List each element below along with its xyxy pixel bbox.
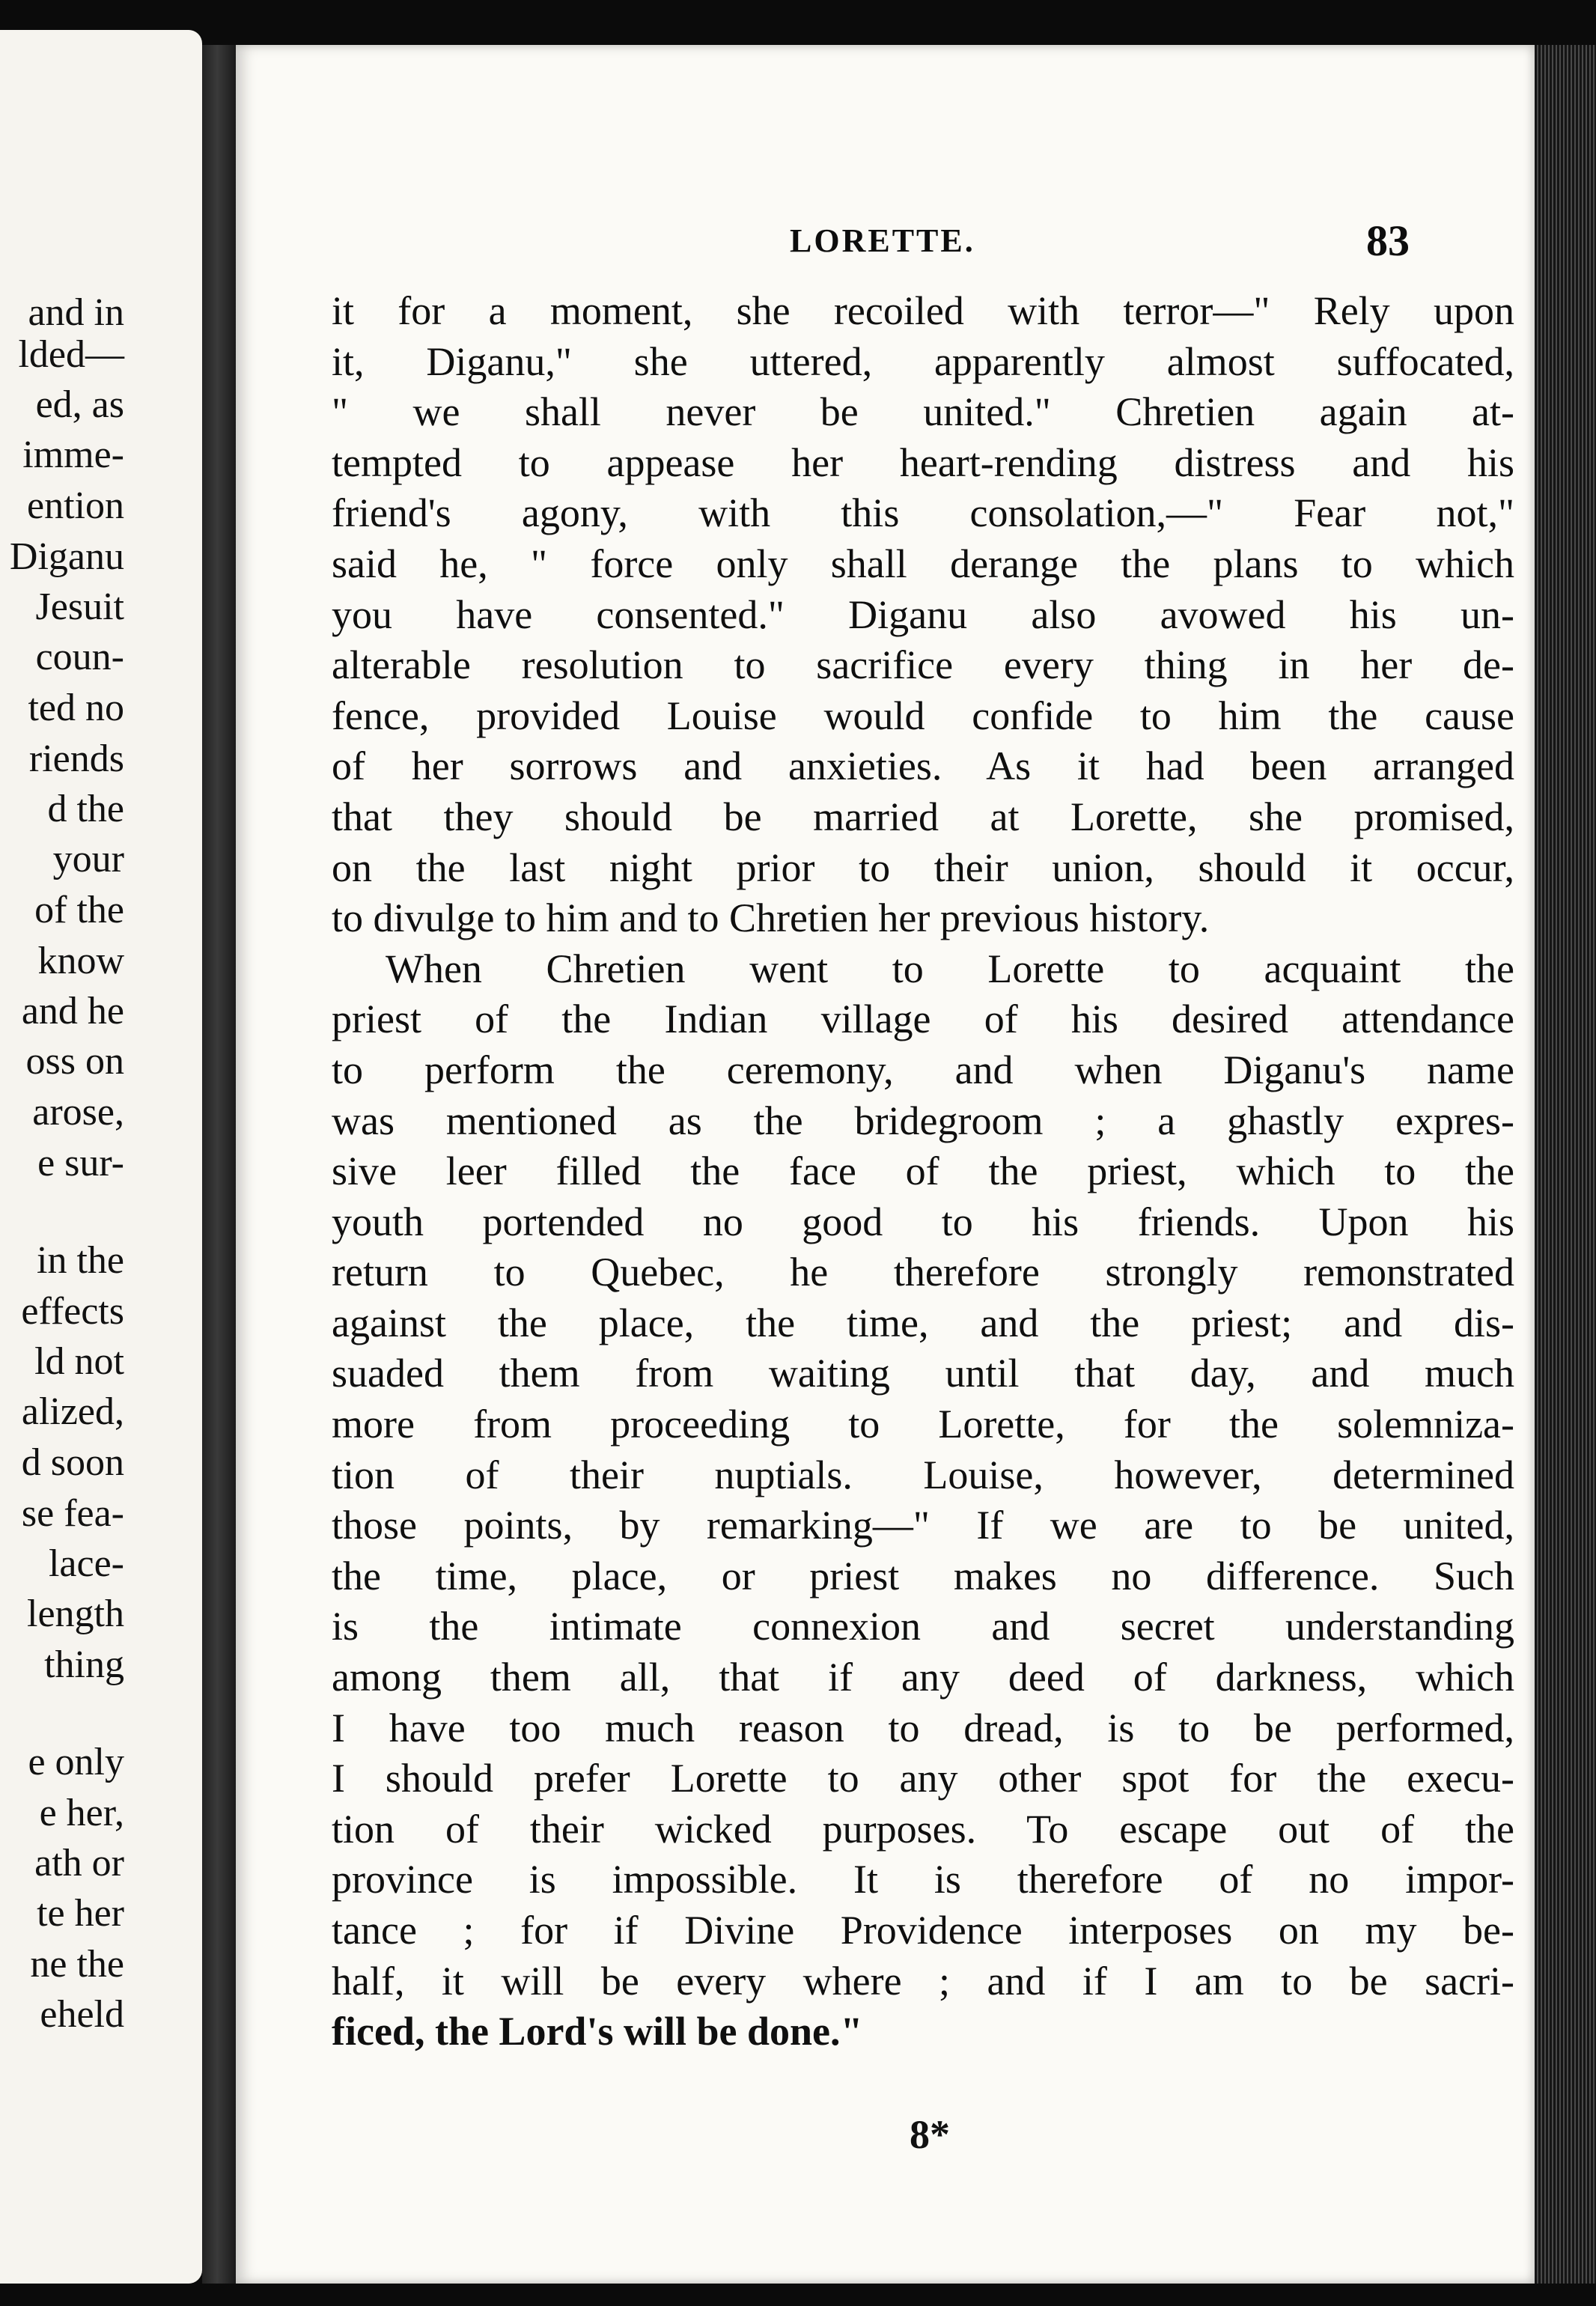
left-page-line: te her	[37, 1892, 124, 1935]
text-line: was mentioned as the bridegroom ; a ghastly expres-	[332, 1098, 1514, 1143]
text-line: against the place, the time, and the priest; and dis-	[332, 1300, 1514, 1345]
text-line: to perform the ceremony, and when Diganu's name	[332, 1047, 1514, 1092]
page-edge	[1535, 45, 1596, 2284]
left-page-line: oss on	[25, 1040, 124, 1083]
left-page-line: and he	[21, 990, 124, 1032]
text-line: those points, by remarking—" If we are to be united,	[332, 1503, 1514, 1548]
left-page-line: se fea-	[21, 1492, 124, 1535]
text-line: priest of the Indian village of his desired attendance	[332, 997, 1514, 1042]
text-line: friend's agony, with this consolation,—" Fear not,"	[332, 490, 1514, 536]
right-page	[236, 45, 1535, 2284]
left-page-line: ention	[27, 484, 124, 527]
text-line: is the intimate connexion and secret understanding	[332, 1604, 1514, 1649]
left-page-line: Jesuit	[35, 585, 124, 628]
text-line: you have consented." Diganu also avowed his un-	[332, 591, 1514, 637]
left-page-line: and in	[28, 291, 124, 334]
text-line: alterable resolution to sacrifice every thing in her de-	[332, 642, 1514, 688]
text-line: fence, provided Louise would confide to him the cause	[332, 693, 1514, 738]
left-page-line: alized,	[21, 1390, 124, 1433]
text-line: to divulge to him and to Chretien her previous history.	[332, 895, 1210, 941]
left-page-line: arose,	[32, 1091, 124, 1134]
left-page-line: d soon	[21, 1441, 124, 1484]
left-page-line: e sur-	[37, 1142, 124, 1184]
left-page-line: Diganu	[9, 535, 124, 578]
text-line: more from proceeding to Lorette, for the solemniza-	[332, 1402, 1514, 1447]
text-line: half, it will be every where ; and if I am to be sacri-	[332, 1958, 1514, 2004]
text-line: tance ; for if Divine Providence interposes on my be-	[332, 1908, 1514, 1953]
left-page-line: imme-	[22, 433, 124, 476]
text-line: province is impossible. It is therefore of no impor-	[332, 1857, 1514, 1902]
left-page-line: know	[37, 940, 124, 982]
left-page-line: in the	[37, 1239, 124, 1282]
text-line: tion of their nuptials. Louise, however, determined	[332, 1452, 1514, 1497]
text-line: " we shall never be united." Chretien again at-	[332, 389, 1514, 435]
signature-mark: 8*	[910, 2112, 950, 2157]
text-line: it, Diganu," she uttered, apparently almost suffocated,	[332, 338, 1514, 384]
left-page-line: e only	[28, 1741, 124, 1783]
text-line: of her sorrows and anxieties. As it had been arranged	[332, 743, 1514, 789]
text-line: on the last night prior to their union, should it occur,	[332, 845, 1514, 890]
left-page-line: ne the	[30, 1943, 124, 1986]
text-line: suaded them from waiting until that day, and much	[332, 1351, 1514, 1396]
left-page-line: riends	[28, 737, 124, 780]
left-page-line: eheld	[40, 1993, 124, 2036]
book-gutter	[202, 45, 236, 2284]
text-line: return to Quebec, he therefore strongly remonstrated	[332, 1250, 1514, 1295]
text-line: tion of their wicked purposes. To escape out of the	[332, 1806, 1514, 1852]
left-page-line: lace-	[48, 1542, 124, 1585]
left-page-line: thing	[44, 1643, 124, 1686]
text-line: I should prefer Lorette to any other spot for the execu-	[332, 1756, 1514, 1801]
text-line: that they should be married at Lorette, she promised,	[332, 794, 1514, 839]
left-page-line: lded—	[18, 333, 124, 376]
text-line: ficed, the Lord's will be done."	[332, 2009, 863, 2054]
left-page-line: ed, as	[35, 383, 124, 426]
left-page-line: e her,	[39, 1792, 124, 1834]
text-line: sive leer filled the face of the priest, which to the	[332, 1149, 1514, 1194]
running-head	[236, 216, 1535, 267]
left-page-line: effects	[21, 1290, 124, 1333]
left-page-line: ld not	[34, 1340, 124, 1383]
text-line: among them all, that if any deed of darkness, which	[332, 1655, 1514, 1700]
running-title: LORETTE.	[790, 222, 975, 259]
text-line: When Chretien went to Lorette to acquaint the	[386, 946, 1514, 991]
left-page	[0, 30, 202, 2284]
left-page-line: your	[52, 838, 124, 880]
left-page-line: coun-	[35, 636, 124, 678]
text-line: I have too much reason to dread, is to be performed,	[332, 1705, 1514, 1750]
text-line: said he, " force only shall derange the plans to which	[332, 541, 1514, 586]
left-page-line: of the	[34, 889, 124, 931]
text-line: the time, place, or priest makes no difference. Such	[332, 1553, 1514, 1598]
page-number: 83	[1366, 216, 1410, 265]
left-page-line: d the	[47, 788, 124, 830]
left-page-line: length	[27, 1592, 124, 1635]
body-text	[332, 286, 1514, 2057]
text-line: youth portended no good to his friends. Upon his	[332, 1199, 1514, 1244]
text-line: it for a moment, she recoiled with terror—" Rely upon	[332, 288, 1514, 333]
left-page-line: ted no	[28, 687, 124, 729]
left-page-line: ath or	[34, 1842, 124, 1884]
text-line: tempted to appease her heart-rending distress and his	[332, 439, 1514, 485]
